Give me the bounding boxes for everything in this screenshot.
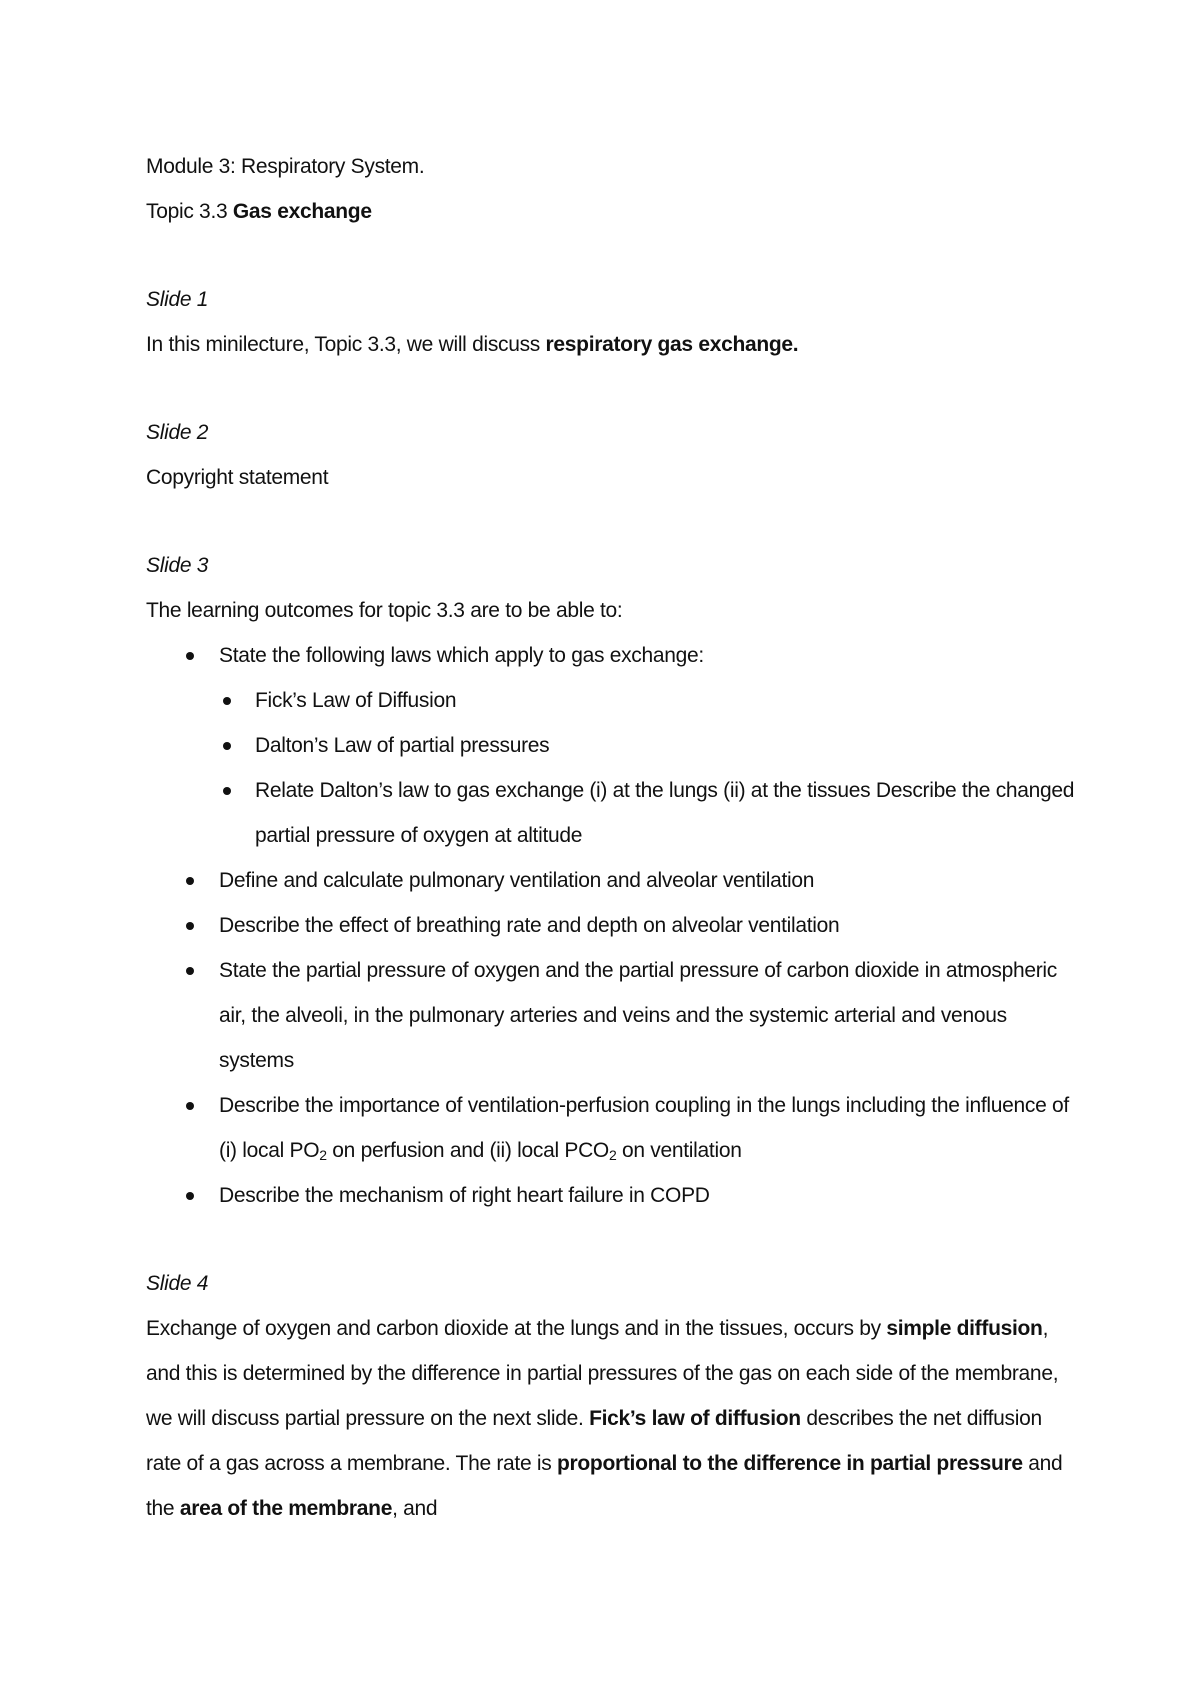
list-item: [146, 1083, 1076, 1173]
learning-outcomes-list: [146, 633, 1076, 1218]
list-item: Describe the mechanism of right heart failure in COPD: [146, 1173, 1076, 1218]
slide-1-label: Slide 1: [146, 288, 209, 311]
bold-term: simple diffusion: [886, 1317, 1043, 1340]
slide-4-paragraph: [146, 1306, 1076, 1531]
topic-heading: [146, 189, 1076, 234]
list-item: Relate Dalton’s law to gas exchange (i) at the lungs (ii) at the tissues Describe the changed partial pressure of oxygen at altitude: [219, 768, 1076, 858]
slide-1-text-main: In this minilecture, Topic 3.3, we will discuss: [146, 333, 546, 356]
list-item: Define and calculate pulmonary ventilation and alveolar ventilation: [146, 858, 1076, 903]
slide-3-label: Slide 3: [146, 554, 209, 577]
paragraph-text: and the: [146, 1452, 1063, 1520]
list-item-text: State the following laws which apply to gas exchange:: [219, 644, 704, 667]
list-item-text: Describe the importance of ventilation-perfusion coupling in the lungs including the influence of (i) local PO: [219, 1094, 1069, 1162]
topic-title: Gas exchange: [232, 200, 372, 223]
paragraph-text: , and this is determined by the difference in partial pressures of the gas on each side of the membrane, we will discuss partial pressure on the next slide.: [146, 1317, 1059, 1430]
slide-2-label: Slide 2: [146, 421, 209, 444]
subscript: 2: [319, 1147, 327, 1163]
paragraph-text: Exchange of oxygen and carbon dioxide at the lungs and in the tissues, occurs by: [146, 1317, 887, 1340]
list-item: Describe the effect of breathing rate and depth on alveolar ventilation: [146, 903, 1076, 948]
paragraph-text: describes the net diffusion rate of a gas across a membrane. The rate is: [146, 1407, 1042, 1475]
list-item-text: on perfusion and (ii) local PCO: [326, 1139, 609, 1162]
list-item: State the partial pressure of oxygen and the partial pressure of carbon dioxide in atmospheric air, the alveoli, in the pulmonary arteries and veins and the systemic arterial and venous systems: [146, 948, 1076, 1083]
document-body: [146, 144, 1076, 1531]
bold-term: proportional to the difference in partial pressure: [556, 1452, 1023, 1475]
bold-term: area of the membrane: [179, 1497, 393, 1520]
laws-sublist: [219, 678, 1076, 858]
slide-1-text: [146, 322, 1076, 367]
bold-term: Fick’s law of diffusion: [589, 1407, 801, 1430]
list-item: Fick’s Law of Diffusion: [219, 678, 1076, 723]
module-heading: Module 3: Respiratory System.: [146, 155, 425, 178]
slide-4-label: Slide 4: [146, 1272, 209, 1295]
slide-3-intro: The learning outcomes for topic 3.3 are to be able to:: [146, 599, 623, 622]
list-item-text: on ventilation: [616, 1139, 742, 1162]
topic-prefix: Topic 3.3: [146, 200, 233, 223]
list-item: [146, 633, 1076, 858]
slide-2-text: Copyright statement: [146, 466, 329, 489]
paragraph-text: , and: [392, 1497, 438, 1520]
subscript: 2: [608, 1147, 617, 1163]
list-item: Dalton’s Law of partial pressures: [219, 723, 1076, 768]
slide-1-text-bold: respiratory gas exchange.: [545, 333, 799, 356]
